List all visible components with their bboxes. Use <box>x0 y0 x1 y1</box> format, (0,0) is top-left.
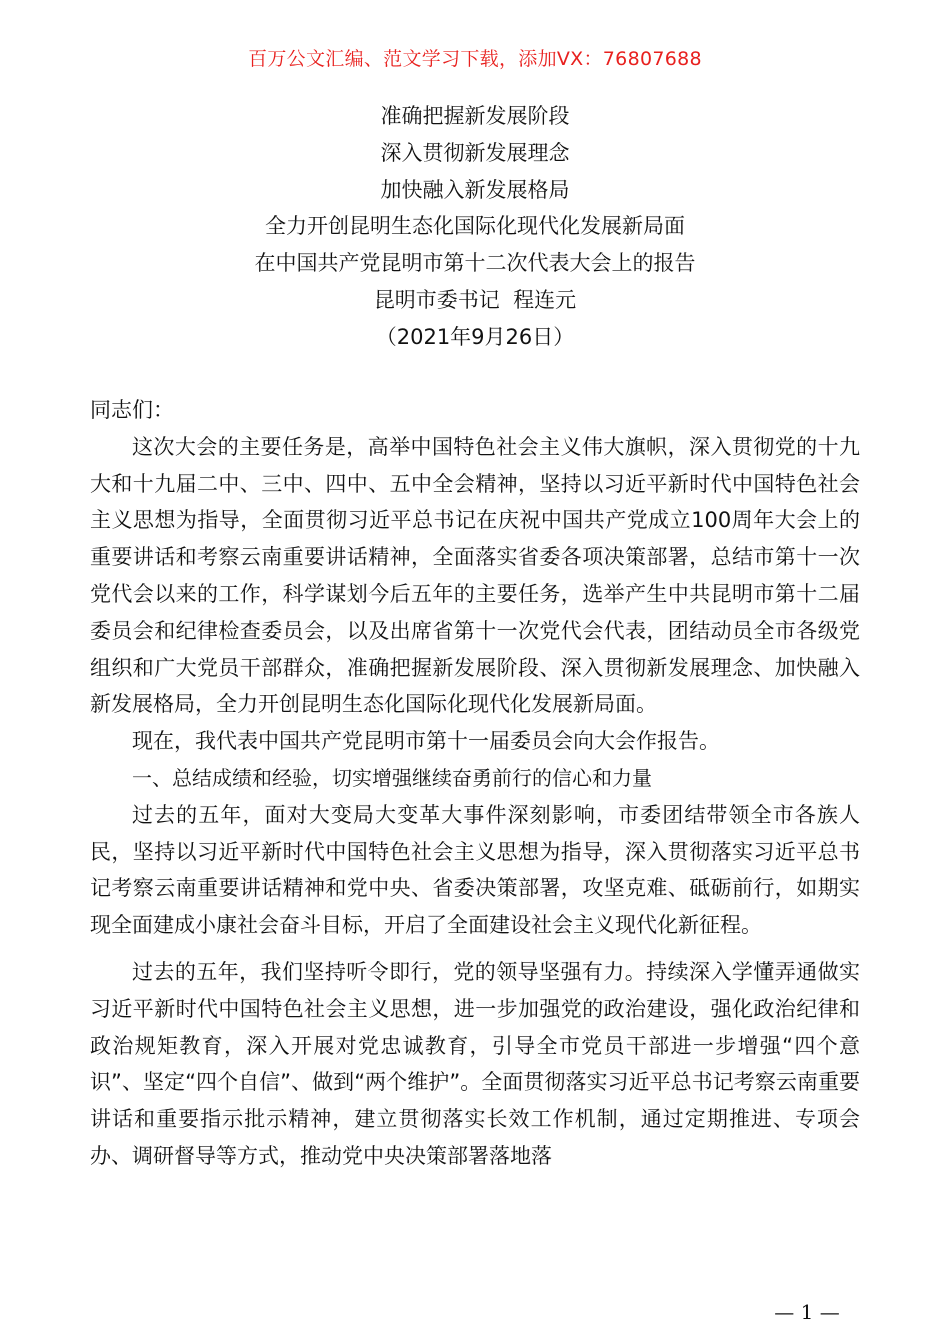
section-heading: 一、总结成绩和经验，切实增强继续奋勇前行的信心和力量 <box>132 765 652 790</box>
title-line: 全力开创昆明生态化国际化现代化发展新局面 <box>265 214 685 239</box>
watermark-banner: 百万公文汇编、范文学习下载，添加VX：76807688 <box>248 48 702 70</box>
report-subtitle: 在中国共产党昆明市第十二次代表大会上的报告 <box>254 251 696 276</box>
paragraph: 过去的五年，面对大变局大变革大事件深刻影响，市委团结带领全市各族人民，坚持以习近平新时代中国特色社会主义思想为指导，深入贯彻落实习近平总书记考察云南重要讲话精神和党中央、省委决策部署，攻坚克难、砥砺前行，如期实现全面建成小康社会奋斗目标，开启了全面建设社会主义现代化新征程。 <box>90 802 860 938</box>
paragraph: 这次大会的主要任务是，高举中国特色社会主义伟大旗帜，深入贯彻党的十九大和十九届二中、三中、四中、五中全会精神，坚持以习近平新时代中国特色社会主义思想为指导，全面贯彻习近平总书记在庆祝中国共产党成立100周年大会上的重要讲话和考察云南重要讲话精神，全面落实省委各项决策部署，总结市第十一次党代会以来的工作，科学谋划今后五年的主要任务，选举产生中共昆明市第十二届委员会和纪律检查委员会，以及出席省第十一次党代会代表，团结动员全市各级党组织和广大党员干部群众，准确把握新发展阶段、深入贯彻新发展理念、加快融入新发展格局，全力开创昆明生态化国际化现代化发展新局面。 <box>90 434 860 717</box>
report-body <box>90 392 860 1175</box>
title-line: 准确把握新发展阶段 <box>380 104 570 128</box>
report-date: （2021年9月26日） <box>375 324 575 349</box>
report-title-block <box>0 98 950 356</box>
salutation: 同志们： <box>90 398 174 422</box>
paragraph: 现在，我代表中国共产党昆明市第十一届委员会向大会作报告。 <box>132 729 720 754</box>
page-number: — 1 — <box>774 1300 840 1324</box>
paragraph: 过去的五年，我们坚持听令即行，党的领导坚强有力。持续深入学懂弄通做实习近平新时代中国特色社会主义思想，进一步加强党的政治建设，强化政治纪律和政治规矩教育，深入开展对党忠诚教育，引导全市党员干部进一步增强“四个意识”、坚定“四个自信”、做到“两个维护”。全面贯彻落实习近平总书记考察云南重要讲话和重要指示批示精神，建立贯彻落实长效工作机制，通过定期推进、专项会办、调研督导等方式，推动党中央决策部署落地落 <box>90 959 860 1168</box>
title-line: 深入贯彻新发展理念 <box>380 140 570 165</box>
author-line: 昆明市委书记 程连元 <box>373 287 577 312</box>
title-line: 加快融入新发展格局 <box>380 177 570 202</box>
